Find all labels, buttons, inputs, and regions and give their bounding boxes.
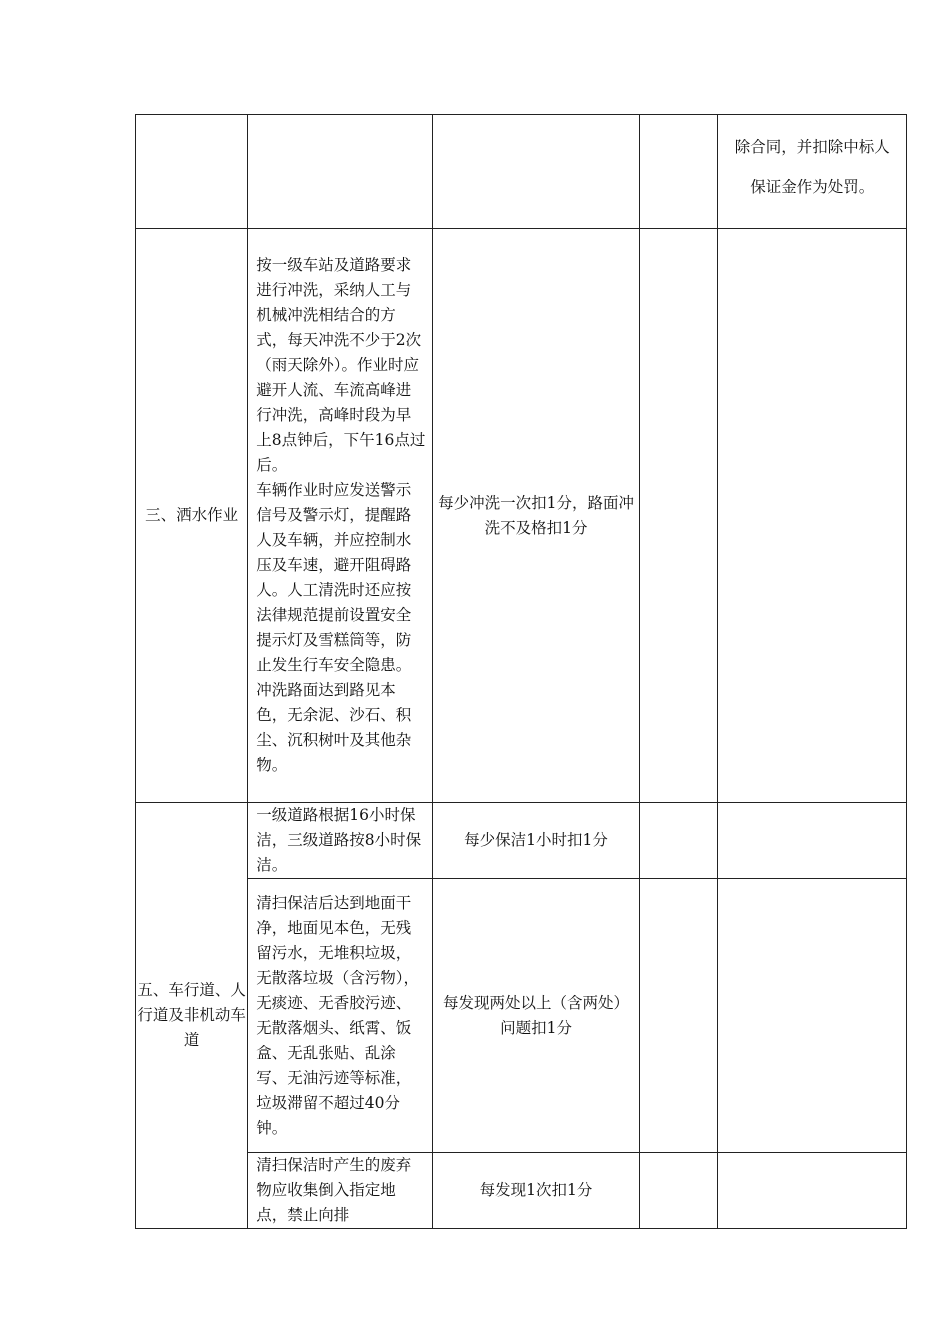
standard-cell — [248, 229, 432, 803]
category-cell: 五、车行道、人行道及非机动车道 — [136, 803, 248, 1229]
assessment-table — [135, 114, 907, 1229]
remark-cell — [718, 115, 907, 229]
score-cell — [640, 803, 718, 879]
deduction-cell: 每发现1次扣1分 — [432, 1153, 640, 1229]
category-cell — [136, 115, 248, 229]
standard-paragraph: 车辆作业时应发送警示信号及警示灯，提醒路人及车辆，并应控制水压及车速，避开阻碍路人。人工清洗时还应按法律规范提前设置安全提示灯及雪糕筒等，防止发生行车安全隐患。冲洗路面达到路见本色，无余泥、沙石、积尘、沉积树叶及其他杂物。 — [256, 481, 412, 774]
remark-cell — [718, 803, 907, 879]
remark-line: 保证金作为处罚。 — [750, 178, 875, 196]
score-cell — [640, 115, 718, 229]
score-cell — [640, 1153, 718, 1229]
standard-cell: 清扫保洁后达到地面干净，地面见本色，无残留污水，无堆积垃圾，无散落垃圾（含污物），无痰迹、无香胶污迹、无散落烟头、纸霄、饭盒、无乱张贴、乱涂写、无油污迹等标准，垃圾滞留不超过40分钟。 — [248, 879, 432, 1153]
deduction-cell: 每少保洁1小时扣1分 — [432, 803, 640, 879]
deduction-cell: 每发现两处以上（含两处）问题扣1分 — [432, 879, 640, 1153]
table-row — [136, 229, 907, 803]
standard-cell: 清扫保洁时产生的废弃物应收集倒入指定地点，禁止向排 — [248, 1153, 432, 1229]
table-row — [136, 1153, 907, 1229]
remark-cell — [718, 1153, 907, 1229]
remark-cell — [718, 879, 907, 1153]
table-row — [136, 879, 907, 1153]
table-row — [136, 115, 907, 229]
remark-cell — [718, 229, 907, 803]
remark-line: 除合同，并扣除中标人 — [734, 138, 890, 156]
score-cell — [640, 879, 718, 1153]
standard-cell — [248, 115, 432, 229]
standard-cell: 一级道路根据16小时保洁，三级道路按8小时保洁。 — [248, 803, 432, 879]
table-row — [136, 803, 907, 879]
score-cell — [640, 229, 718, 803]
deduction-cell — [432, 115, 640, 229]
deduction-cell: 每少冲洗一次扣1分，路面冲洗不及格扣1分 — [432, 229, 640, 803]
category-cell: 三、洒水作业 — [136, 229, 248, 803]
standard-paragraph: 按一级车站及道路要求进行冲洗，采纳人工与机械冲洗相结合的方式，每天冲洗不少于2次（雨天除外）。作业时应避开人流、车流高峰进行冲洗，高峰时段为早上8点钟后，下午16点过后。 — [256, 256, 426, 474]
